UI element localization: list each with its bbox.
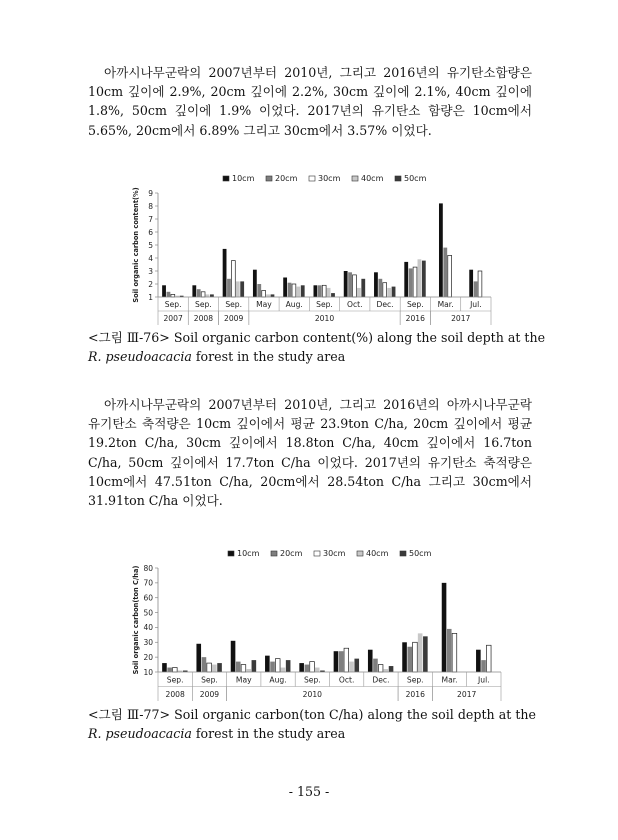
bar-30cm-8 <box>452 633 457 672</box>
category-label: Aug. <box>269 675 287 685</box>
bar-20cm-6 <box>348 272 352 297</box>
y-tick-label: 4 <box>148 253 153 263</box>
bar-10cm-2 <box>231 641 236 672</box>
bar-30cm-3 <box>275 659 280 672</box>
bar-40cm-7 <box>387 288 391 297</box>
legend-label-40cm: 40cm <box>361 174 384 183</box>
bar-10cm-3 <box>265 656 270 672</box>
category-label: Sep. <box>406 675 424 685</box>
bar-10cm-9 <box>476 650 481 672</box>
legend-swatch-40cm <box>352 176 358 181</box>
category-label: Oct. <box>338 675 355 685</box>
bar-10cm-5 <box>314 285 318 297</box>
bar-40cm-5 <box>327 288 331 297</box>
year-label: 2008 <box>193 314 214 323</box>
bar-20cm-1 <box>202 657 207 672</box>
legend-swatch-10cm <box>223 176 229 181</box>
category-label: Sep. <box>195 300 212 309</box>
y-tick-label: 30 <box>143 638 153 648</box>
year-label: 2017 <box>451 314 471 323</box>
bar-30cm-9 <box>486 645 491 672</box>
bar-10cm-8 <box>404 262 408 297</box>
y-tick-label: 60 <box>143 593 153 603</box>
page-number: - 155 - <box>288 784 330 799</box>
legend-swatch-50cm <box>400 551 406 556</box>
bar-40cm-5 <box>349 662 354 672</box>
y-tick-label: 2 <box>148 279 153 289</box>
bar-20cm-0 <box>167 292 171 297</box>
bar-20cm-9 <box>481 660 486 672</box>
category-label: Sep. <box>303 675 321 685</box>
legend-label-40cm: 40cm <box>366 549 389 558</box>
bar-20cm-2 <box>236 662 241 672</box>
bar-30cm-6 <box>378 665 383 672</box>
y-tick-label: 10 <box>143 667 153 677</box>
category-label: Jul. <box>478 675 490 685</box>
bar-40cm-6 <box>384 669 389 672</box>
bar-20cm-4 <box>288 283 292 297</box>
y-tick-label: 50 <box>143 608 153 618</box>
bar-50cm-6 <box>389 666 394 672</box>
bar-10cm-1 <box>196 644 201 672</box>
bar-30cm-10 <box>478 271 482 297</box>
bar-20cm-7 <box>378 279 382 297</box>
year-label: 2016 <box>405 314 425 323</box>
bar-10cm-3 <box>253 270 257 297</box>
paragraph-2: 아까시나무군락의 2007년부터 2010년, 그리고 2016년의 아까시나무군락 유기탄소 축적량은 10cm 깊이에서 평균 23.9ton C/ha, 20cm 깊이에서 평균 19.2ton C/ha, 30cm 깊이에서 18.8ton C/ha, 40cm 깊이에서 16.7ton C/ha, 50cm 깊이에서 17.7ton C/ha 이었다. 2017년의 유기탄소 축적량은 10cm에서 47.51ton C/ha, 20cm에서 28.54ton C/ha 그리고 30cm에서 31.91ton C/ha 이었다. <box>88 397 532 509</box>
year-label: 2008 <box>165 689 185 699</box>
legend-swatch-20cm <box>266 176 272 181</box>
bar-50cm-2 <box>240 281 244 297</box>
legend-label-50cm: 50cm <box>404 174 427 183</box>
bar-30cm-7 <box>383 283 387 297</box>
category-label: Sep. <box>406 300 424 309</box>
bar-20cm-5 <box>339 651 344 672</box>
bar-30cm-4 <box>310 662 315 672</box>
bar-10cm-9 <box>439 203 443 297</box>
chart-1-svg <box>128 170 498 330</box>
y-tick-label: 9 <box>148 188 153 198</box>
bar-30cm-4 <box>292 284 296 297</box>
y-tick-label: 70 <box>143 578 153 588</box>
legend-swatch-10cm <box>228 551 234 556</box>
category-label: Dec. <box>376 300 394 309</box>
bar-40cm-3 <box>281 668 286 672</box>
bar-40cm-2 <box>236 281 240 297</box>
category-label: Sep. <box>316 300 333 309</box>
bar-40cm-1 <box>212 665 217 672</box>
bar-50cm-8 <box>422 261 426 297</box>
figure-caption-1 <box>88 329 546 366</box>
legend-label-30cm: 30cm <box>323 549 346 558</box>
bar-50cm-7 <box>423 636 428 672</box>
year-label: 2010 <box>302 689 323 699</box>
bar-30cm-2 <box>231 261 235 297</box>
bar-40cm-7 <box>418 633 423 672</box>
bar-50cm-5 <box>354 659 359 672</box>
bar-10cm-8 <box>442 583 447 672</box>
bar-30cm-8 <box>413 267 417 297</box>
y-tick-label: 7 <box>148 214 153 224</box>
caption-1-species: R. pseudoacacia <box>88 348 192 364</box>
legend-label-10cm: 10cm <box>232 174 255 183</box>
bar-20cm-6 <box>373 659 378 672</box>
category-label: May <box>235 675 252 685</box>
bar-10cm-0 <box>162 285 166 297</box>
legend-swatch-40cm <box>357 551 363 556</box>
bar-20cm-3 <box>270 662 275 672</box>
chart-2-svg <box>128 544 508 704</box>
bar-30cm-9 <box>448 255 452 297</box>
bar-30cm-6 <box>353 275 357 297</box>
category-label: Sep. <box>201 675 218 685</box>
year-label: 2009 <box>224 314 244 323</box>
y-tick-label: 5 <box>148 240 153 250</box>
figure-caption-2 <box>88 706 536 743</box>
caption-2-line1: <그림 Ⅲ-77> Soil organic carbon(ton C/ha) along the soil depth at the <box>88 707 536 722</box>
bar-50cm-2 <box>252 660 257 672</box>
bar-30cm-7 <box>413 642 418 672</box>
bar-10cm-1 <box>192 285 196 297</box>
bar-10cm-5 <box>334 651 339 672</box>
bar-10cm-7 <box>374 272 378 297</box>
bar-20cm-0 <box>167 668 172 672</box>
year-label: 2007 <box>163 314 183 323</box>
bar-20cm-2 <box>227 279 231 297</box>
bar-20cm-10 <box>474 281 478 297</box>
bar-20cm-4 <box>305 665 310 672</box>
y-tick-label: 1 <box>148 292 153 302</box>
y-tick-label: 6 <box>148 227 153 237</box>
category-label: Sep. <box>164 300 182 309</box>
category-label: May <box>256 300 272 309</box>
y-tick-label: 40 <box>143 623 153 633</box>
bar-10cm-4 <box>299 663 304 672</box>
y-axis-title: Soil organic carbon content(%) <box>132 187 140 303</box>
bar-30cm-5 <box>344 648 349 672</box>
bar-50cm-6 <box>361 279 365 297</box>
y-axis-title: Soil organic carbon(ton C/ha) <box>132 565 140 675</box>
year-label: 2016 <box>405 689 425 699</box>
bar-10cm-2 <box>223 249 227 297</box>
bar-10cm-10 <box>469 270 473 297</box>
bar-20cm-1 <box>197 289 201 297</box>
bar-20cm-3 <box>257 284 261 297</box>
bar-20cm-8 <box>409 268 413 297</box>
legend-label-50cm: 50cm <box>409 549 432 558</box>
legend-swatch-30cm <box>309 176 315 181</box>
category-label: Sep. <box>225 300 243 309</box>
bar-40cm-4 <box>315 668 320 672</box>
caption-2-line2: forest in the study area <box>191 725 346 741</box>
bar-50cm-4 <box>301 285 305 297</box>
bar-30cm-0 <box>173 668 178 672</box>
bar-20cm-8 <box>447 629 452 672</box>
paragraph-1: 아까시나무군락의 2007년부터 2010년, 그리고 2016년의 유기탄소함량은 10cm 깊이에 2.9%, 20cm 깊이에 2.2%, 30cm 깊이에 2.1%, 40cm 깊이에 1.8%, 50cm 깊이에 1.9% 이었다. 2017년의 유기탄소 함량은 10cm에서 5.65%, 20cm에서 6.89% 그리고 30cm에서 3.57% 이었다. <box>88 65 532 138</box>
y-tick-label: 20 <box>143 652 153 662</box>
category-label: Dec. <box>372 675 390 685</box>
y-tick-label: 8 <box>148 201 153 211</box>
bar-50cm-3 <box>286 660 291 672</box>
category-label: Mar. <box>437 300 454 309</box>
year-label: 2010 <box>314 314 335 323</box>
chart-organic-carbon-stock <box>128 544 508 708</box>
category-label: Oct. <box>346 300 363 309</box>
category-label: Mar. <box>441 675 458 685</box>
bar-30cm-5 <box>322 285 326 297</box>
bar-30cm-2 <box>241 665 246 672</box>
bar-30cm-3 <box>262 291 266 298</box>
bar-50cm-5 <box>331 293 335 297</box>
bar-20cm-7 <box>407 647 412 672</box>
caption-1-line1: <그림 Ⅲ-76> Soil organic carbon content(%) along the soil depth at the <box>88 330 546 345</box>
bar-10cm-0 <box>162 663 167 672</box>
bar-40cm-2 <box>246 669 251 672</box>
bar-10cm-4 <box>283 278 287 298</box>
category-label: Aug. <box>285 300 303 309</box>
category-label: Sep. <box>166 675 184 685</box>
bar-50cm-1 <box>217 663 222 672</box>
bar-30cm-1 <box>201 292 205 297</box>
year-label: 2009 <box>199 689 220 699</box>
legend-swatch-50cm <box>395 176 401 181</box>
bar-20cm-9 <box>443 248 447 297</box>
y-tick-label: 80 <box>143 563 153 573</box>
bar-10cm-7 <box>402 642 407 672</box>
caption-2-species: R. pseudoacacia <box>88 725 192 741</box>
category-label: Jul. <box>470 300 482 309</box>
bar-20cm-5 <box>318 285 322 297</box>
caption-1-line2: forest in the study area <box>191 348 346 364</box>
bar-40cm-6 <box>357 288 361 297</box>
bar-40cm-4 <box>296 287 300 297</box>
legend-label-30cm: 30cm <box>318 174 341 183</box>
bar-50cm-7 <box>392 287 396 297</box>
bar-10cm-6 <box>344 271 348 297</box>
bar-30cm-1 <box>207 663 212 672</box>
chart-organic-carbon-content <box>128 170 498 334</box>
legend-label-20cm: 20cm <box>275 174 298 183</box>
year-label: 2017 <box>457 689 477 699</box>
legend-label-20cm: 20cm <box>280 549 303 558</box>
legend-swatch-30cm <box>314 551 320 556</box>
bar-10cm-6 <box>368 650 373 672</box>
legend-label-10cm: 10cm <box>237 549 260 558</box>
bar-40cm-8 <box>418 259 422 297</box>
legend-swatch-20cm <box>271 551 277 556</box>
y-tick-label: 3 <box>148 266 153 276</box>
